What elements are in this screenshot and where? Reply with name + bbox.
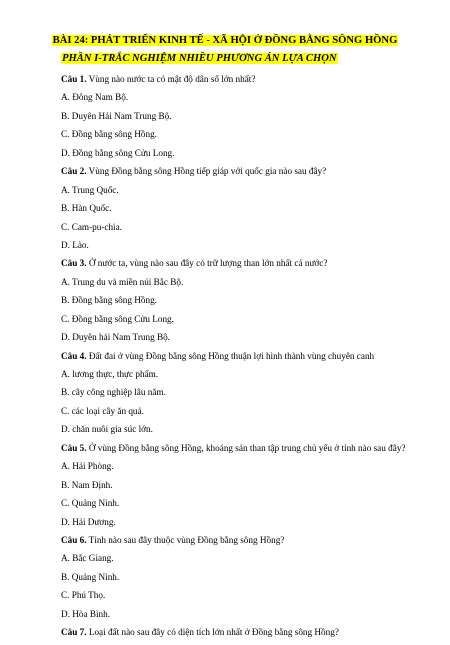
question-stem: [61, 350, 441, 368]
answer-option: D. Duyên hải Nam Trung Bộ.: [61, 332, 170, 343]
question-number: Câu 6.: [61, 534, 87, 545]
question-stem: [61, 165, 441, 183]
title-text: BÀI 24: PHÁT TRIỂN KINH TẾ - XÃ HỘI Ở ĐỒNG BẰNG SÔNG HỒNG: [52, 35, 398, 46]
answer-option: B. Duyên Hải Nam Trung Bộ.: [61, 110, 172, 121]
answer-option: B. Đồng bằng sông Hồng.: [61, 295, 157, 306]
answer-option: D. Hòa Bình.: [61, 608, 110, 619]
answer-option: C. Đồng bằng sông Cửu Long.: [61, 313, 174, 324]
answer-option: C. Cam-pu-chia.: [61, 221, 122, 232]
question-list: [61, 73, 441, 645]
question-text: Loại đất nào sau đây có diện tích lớn nhất ở Đồng bằng sông Hồng?: [86, 627, 339, 638]
question-stem: [61, 73, 441, 91]
question-stem: [61, 534, 441, 552]
question-number: Câu 3.: [61, 258, 87, 269]
answer-option: A. Bắc Giang.: [61, 553, 114, 564]
answer-option: B. Quảng Ninh.: [61, 571, 120, 582]
answer-option: D. Lào.: [61, 239, 89, 250]
question-number: Câu 7.: [61, 627, 87, 638]
question-text: Ở nước ta, vùng nào sau đây có trữ lượng than lớn nhất cả nước?: [86, 258, 328, 269]
question-text: Tỉnh nào sau đây thuộc vùng Đồng bằng sông Hồng?: [86, 534, 285, 545]
question-stem: [61, 626, 441, 644]
question-stem: [61, 442, 441, 460]
question-text: Vùng nào nước ta có mật độ dân số lớn nhất?: [86, 74, 256, 84]
question-number: Câu 2.: [61, 166, 87, 177]
question-text: Vùng Đồng bằng sông Hồng tiếp giáp với quốc gia nào sau đây?: [86, 166, 327, 177]
answer-option: B. cây công nghiệp lâu năm.: [61, 387, 166, 398]
answer-option: D. chăn nuôi gia súc lớn.: [61, 424, 153, 435]
question-number: Câu 4.: [61, 350, 87, 361]
question-text: Đất đai ở vùng Đồng bằng sông Hồng thuận lợi hình thành vùng chuyên canh: [86, 350, 375, 361]
answer-option: C. Quảng Ninh.: [61, 498, 120, 509]
answer-option: D. Hải Dương.: [61, 516, 116, 527]
answer-option: D. Đồng bằng sông Cửu Long.: [61, 147, 175, 158]
answer-option: B. Hàn Quốc.: [61, 203, 112, 214]
question-text: Ở vùng Đồng bằng sông Hồng, khoáng sản than tập trung chủ yếu ở tỉnh nào sau đây?: [86, 442, 406, 453]
answer-option: A. Hải Phòng.: [61, 461, 114, 472]
answer-option: A. Trung Quốc.: [61, 184, 119, 195]
question-number: Câu 1.: [61, 74, 87, 84]
question-stem: [61, 257, 441, 275]
document-title: [0, 34, 450, 48]
answer-option: A. lương thực, thực phẩm.: [61, 369, 159, 379]
question-number: Câu 5.: [61, 442, 87, 453]
answer-option: B. Nam Định.: [61, 479, 113, 490]
answer-option: C. các loại cây ăn quả.: [61, 405, 144, 416]
answer-option: A. Đông Nam Bộ.: [61, 92, 129, 103]
answer-option: C. Đồng bằng sông Hồng.: [61, 129, 157, 140]
section-text: PHẦN I-TRẮC NGHIỆM NHIỀU PHƯƠNG ÁN LỰA CHỌN: [62, 53, 337, 64]
answer-option: A. Trung du và miền núi Bắc Bộ.: [61, 276, 184, 287]
answer-option: C. Phú Thọ.: [61, 590, 106, 601]
section-heading: [61, 52, 338, 66]
